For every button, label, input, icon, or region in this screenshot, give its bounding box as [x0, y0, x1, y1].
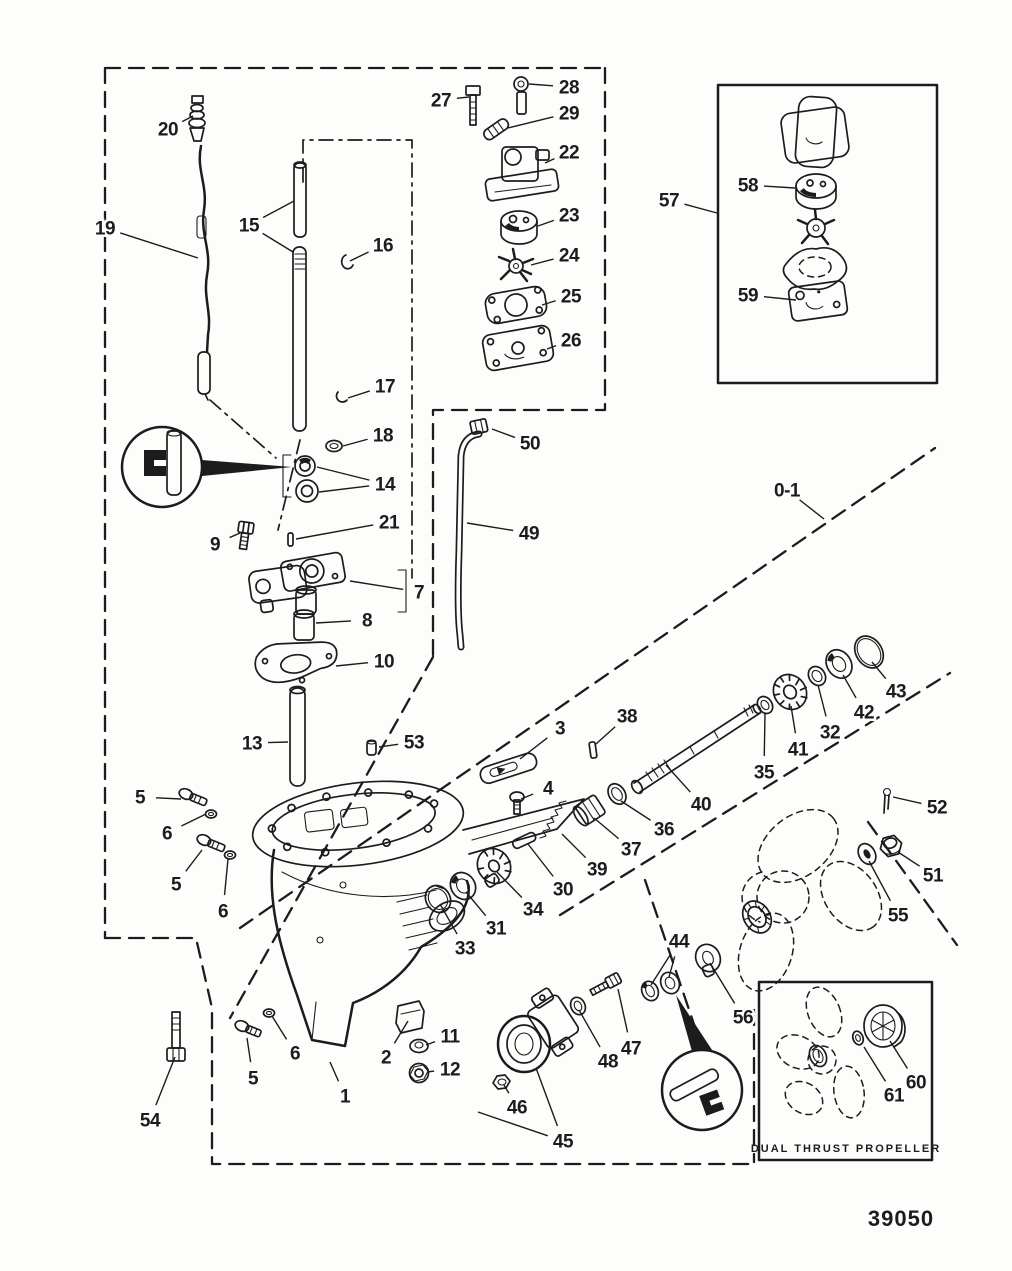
callout-layer: [95, 78, 947, 1153]
driveshaft-15: [293, 162, 306, 431]
detail-arrow: [202, 460, 292, 476]
callout-label-2: 2: [380, 1047, 392, 1069]
callout-leader-56: [710, 963, 735, 1003]
callout-leader-10: [336, 663, 368, 666]
nut-46: [493, 1075, 510, 1089]
callout-leader-37: [594, 818, 619, 839]
callout-label-56: 56: [732, 1007, 754, 1029]
callout-leader-14: [317, 467, 369, 480]
cotter-pin-52: [884, 789, 891, 814]
callout-label-39: 39: [586, 859, 608, 881]
callout-label-43: 43: [885, 681, 907, 703]
callout-leader-50: [492, 429, 515, 437]
callout-leader-43: [872, 662, 886, 679]
pump-base-7: [248, 552, 346, 614]
callout-label-27: 27: [430, 90, 452, 112]
tube-13: [290, 687, 305, 787]
bracket-marks: [398, 570, 406, 612]
callout-label-0-1: 0-1: [774, 480, 800, 502]
pin-21: [288, 533, 293, 546]
callout-label-47: 47: [620, 1038, 642, 1060]
bushing-53: [367, 740, 376, 755]
callout-label-15: 15: [238, 215, 260, 237]
callout-leader-6: [181, 814, 206, 826]
washer-48: [568, 995, 588, 1017]
gear-41: [767, 668, 813, 716]
callout-label-16: 16: [372, 235, 394, 257]
callout-leader-35: [764, 713, 765, 756]
callout-leader-8: [316, 621, 351, 623]
callout-leader-29: [508, 117, 553, 128]
callout-leader-58: [764, 186, 795, 188]
callout-leader-14: [319, 486, 369, 492]
washer-11: [410, 1040, 428, 1053]
callout-leader-36: [621, 801, 651, 820]
callout-leader-54: [156, 1057, 175, 1105]
callout-leader-60: [890, 1041, 907, 1068]
callout-label-53: 53: [403, 732, 425, 754]
callout-label-4: 4: [542, 778, 554, 800]
callout-label-29: 29: [558, 103, 580, 125]
callout-leader-21: [296, 525, 373, 539]
washer-18: [326, 441, 342, 452]
bearings-14: [283, 455, 318, 502]
callout-leader-17: [348, 391, 370, 398]
callout-leader-47: [618, 989, 628, 1032]
callout-label-57: 57: [658, 190, 680, 212]
thrust-hub-60: [864, 1005, 905, 1047]
callout-leader-5: [186, 850, 202, 871]
callout-label-7: 7: [413, 582, 425, 604]
washer-6c: [264, 1009, 275, 1017]
callout-label-19: 19: [94, 218, 116, 240]
callout-label-3: 3: [554, 718, 566, 740]
pin-38: [589, 742, 597, 759]
bolt-47: [589, 972, 622, 997]
washer-61: [851, 1030, 865, 1047]
callout-leader-30: [528, 844, 553, 876]
washer-6b: [225, 851, 236, 859]
callout-label-51: 51: [922, 865, 944, 887]
water-tube-49: [458, 434, 479, 647]
callout-leader-1: [330, 1062, 339, 1081]
callout-leader-51: [898, 852, 920, 866]
callout-label-11: 11: [440, 1026, 460, 1048]
o-ring-43: [849, 631, 889, 674]
callout-leader-18: [343, 439, 368, 446]
callout-label-12: 12: [439, 1059, 461, 1081]
plate-26: [481, 324, 554, 371]
callout-leader-31: [466, 892, 486, 916]
callout-label-58: 58: [737, 175, 759, 197]
kit-cup-58: [796, 174, 836, 209]
screw-9: [236, 521, 255, 550]
callout-leader-5: [247, 1038, 251, 1062]
callout-leader-6: [225, 859, 228, 895]
callout-leader-9: [230, 533, 240, 538]
callout-label-24: 24: [558, 245, 580, 267]
gasket-10: [253, 636, 340, 689]
callout-label-36: 36: [653, 819, 675, 841]
callout-label-50: 50: [519, 433, 541, 455]
callout-label-59: 59: [737, 285, 759, 307]
callout-leader-49: [467, 523, 513, 530]
callout-label-28: 28: [558, 77, 580, 99]
callout-label-23: 23: [558, 205, 580, 227]
callout-label-21: 21: [378, 512, 400, 534]
callout-label-18: 18: [372, 425, 394, 447]
callout-label-22: 22: [558, 142, 580, 164]
callout-leader-23: [538, 220, 554, 226]
clip-16: [342, 255, 353, 269]
callout-label-17: 17: [374, 376, 396, 398]
callout-leader-13: [268, 742, 288, 743]
callout-label-46: 46: [506, 1097, 528, 1119]
impeller-cup-23: [501, 211, 537, 244]
callout-label-42: 42: [853, 702, 875, 724]
bolt-28: [514, 77, 528, 114]
bolt-27: [466, 86, 480, 125]
callout-leader-7: [350, 581, 403, 589]
callout-leader-39: [562, 834, 586, 858]
callout-label-31: 31: [485, 918, 507, 940]
pin-detail-inset: [662, 995, 742, 1130]
screw-4: [510, 792, 524, 814]
washer-55: [855, 840, 880, 867]
propeller-shaft-40: [629, 703, 762, 795]
callout-label-35: 35: [753, 762, 775, 784]
thrust-hub-56: [691, 940, 726, 978]
callout-leader-27: [457, 97, 469, 98]
callout-label-10: 10: [373, 651, 395, 673]
callout-label-54: 54: [139, 1110, 161, 1132]
nut-12: [410, 1064, 429, 1083]
callout-leader-6: [272, 1016, 287, 1039]
callout-leader-15: [263, 233, 293, 252]
callout-label-37: 37: [620, 839, 642, 861]
callout-leader-40: [666, 765, 690, 792]
callout-leader-28: [529, 84, 553, 86]
callout-leader-16: [350, 252, 369, 261]
callout-leader-12: [427, 1071, 434, 1072]
kit-impeller: [798, 210, 834, 244]
kit-plate-59: [788, 280, 848, 321]
callout-leader-5: [156, 798, 181, 799]
callout-leader-57: [684, 204, 717, 213]
impeller-24: [499, 249, 533, 281]
pump-housing-22: [485, 147, 560, 201]
water-pump-kit-inset: [718, 85, 937, 383]
callout-label-45: 45: [552, 1131, 574, 1153]
shift-rod-19: [197, 146, 210, 400]
callout-label-32: 32: [819, 722, 841, 744]
callout-leader-59: [764, 297, 796, 300]
callout-label-6: 6: [289, 1043, 301, 1065]
callout-label-48: 48: [597, 1051, 619, 1073]
callout-label-20: 20: [157, 119, 179, 141]
callout-label-33: 33: [454, 938, 476, 960]
screw-5c: [234, 1019, 263, 1038]
callout-leader-52: [893, 797, 921, 803]
dual-thrust-caption: DUAL THRUST PROPELLER: [750, 1143, 942, 1155]
callout-label-55: 55: [887, 905, 909, 927]
callout-label-44: 44: [668, 931, 690, 953]
ring-32: [805, 663, 829, 688]
bushing-8: [294, 610, 314, 640]
grease-fitting-20: [189, 96, 205, 141]
callout-leader-19: [120, 233, 198, 258]
callout-leader-48: [579, 1010, 600, 1047]
pin-30: [511, 831, 537, 849]
callout-label-5: 5: [134, 787, 146, 809]
washer-6a: [206, 810, 217, 818]
callout-label-41: 41: [787, 739, 809, 761]
callout-label-6: 6: [217, 901, 229, 923]
callout-label-1: 1: [339, 1086, 351, 1108]
callout-label-49: 49: [518, 523, 540, 545]
callout-leader-15: [263, 201, 294, 217]
callout-label-14: 14: [374, 474, 396, 496]
callout-label-30: 30: [552, 879, 574, 901]
drawing-number: 39050: [867, 1206, 935, 1231]
callout-label-13: 13: [241, 733, 263, 755]
callout-label-6: 6: [161, 823, 173, 845]
gasket-25: [484, 285, 548, 325]
callout-leader-61: [864, 1047, 886, 1081]
bolt-54: [167, 1012, 185, 1061]
callout-leader-42: [843, 675, 856, 698]
prop-nut-51: [878, 834, 904, 858]
callout-label-5: 5: [247, 1068, 259, 1090]
clip-17: [336, 392, 347, 402]
gear-34: [471, 842, 517, 890]
dual-thrust-inset: [751, 982, 941, 1160]
callout-label-26: 26: [560, 330, 582, 352]
callout-label-61: 61: [883, 1085, 905, 1107]
callout-label-8: 8: [361, 610, 373, 632]
callout-label-9: 9: [209, 534, 221, 556]
callout-label-25: 25: [560, 286, 582, 308]
callout-label-34: 34: [522, 899, 544, 921]
callout-label-5: 5: [170, 874, 182, 896]
callout-leader-45: [536, 1068, 557, 1126]
callout-label-52: 52: [926, 797, 948, 819]
callout-label-40: 40: [690, 794, 712, 816]
callout-leader-32: [818, 685, 826, 716]
kit-housing-glyph: [780, 96, 850, 168]
bearing-clip-detail-inset: [122, 427, 292, 507]
callout-leader-38: [596, 727, 615, 744]
pin-29: [482, 117, 510, 141]
callout-leader-24: [531, 259, 554, 265]
callout-leader-25: [542, 301, 556, 305]
callout-leader-0-1: [800, 500, 824, 519]
kit-gasket: [783, 248, 846, 290]
screw-5b: [196, 833, 227, 853]
callout-label-38: 38: [616, 706, 638, 728]
anode-2: [396, 1001, 424, 1033]
screw-5a: [178, 787, 209, 807]
dual-thrust-prop-phantom: [771, 982, 867, 1121]
callout-label-60: 60: [905, 1072, 927, 1094]
